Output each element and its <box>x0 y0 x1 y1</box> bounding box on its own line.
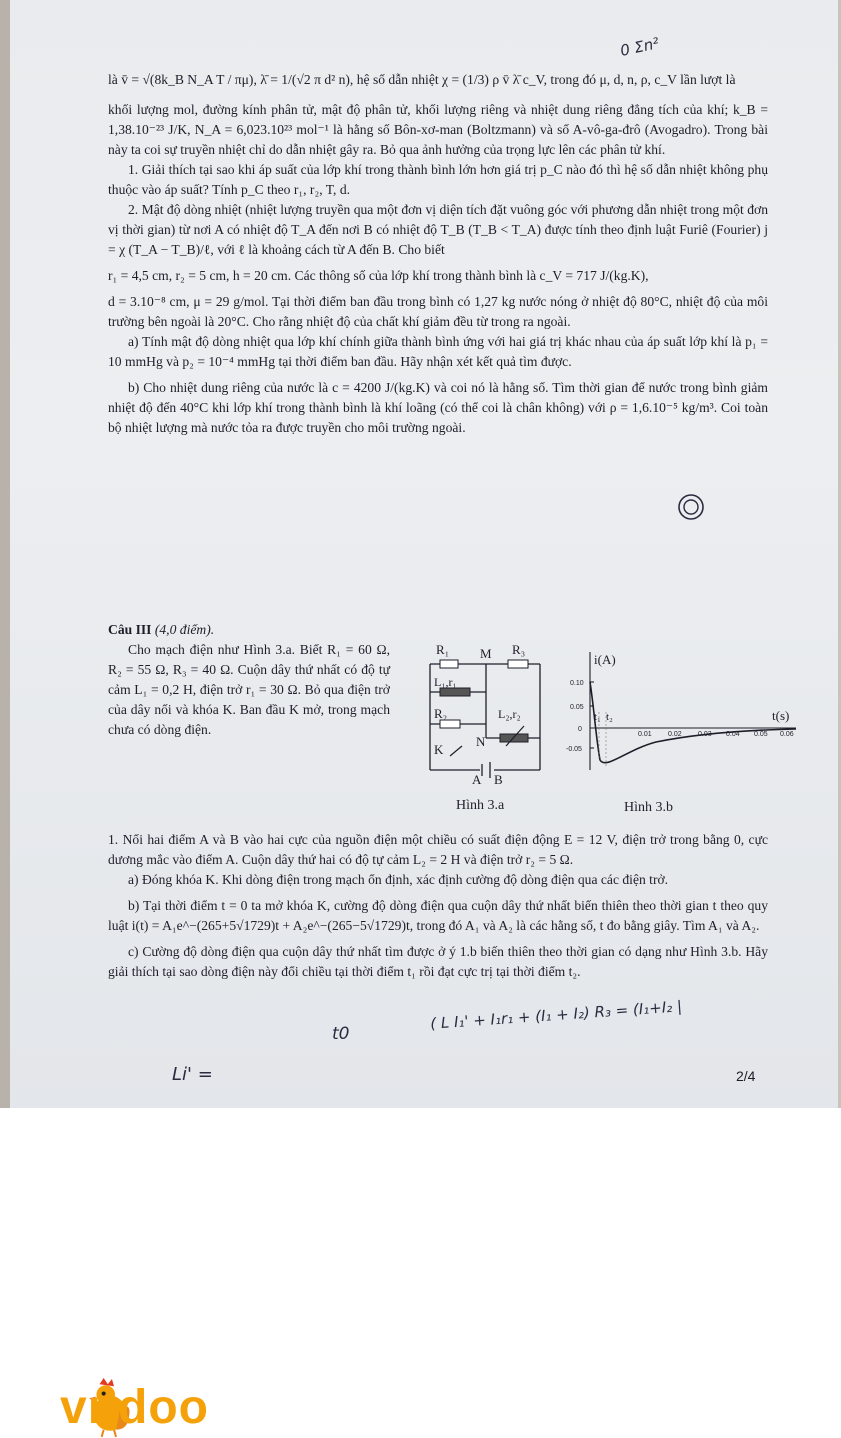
y-tick: -0.05 <box>566 746 582 753</box>
y-tick: 0 <box>578 726 582 733</box>
label-B: B <box>494 772 503 787</box>
section-q3-left <box>108 620 390 740</box>
handwritten-li: Li' = <box>172 1064 213 1085</box>
x-tick: 0.03 <box>698 731 712 738</box>
section-q2-text <box>108 70 768 438</box>
label-R3: R₃ <box>512 642 526 657</box>
photo-left-edge <box>0 0 10 1108</box>
question-3-title: Câu III <box>108 622 152 637</box>
plot-xlabel: t(s) <box>772 708 790 723</box>
plot-ylabel: i(A) <box>594 652 616 667</box>
question-item-1: 1. Giải thích tại sao khi áp suất của lớp khí trong thành bình lớn hơn giá trị p_C nào đó thì hệ số dẫn nhiệt không phụ thuộc vào áp suất? Tính p_C theo r₁, r₂, T, d. <box>108 162 768 197</box>
plot-t1-label: t₁ <box>594 711 601 723</box>
figure-3b-caption: Hình 3.b <box>624 800 673 815</box>
figure-3a-caption: Hình 3.a <box>456 798 505 813</box>
label-N: N <box>476 734 486 749</box>
label-K: K <box>434 742 444 757</box>
handwritten-note-top: 0 Σn² <box>618 34 661 60</box>
handwritten-formula: ( L I₁' + I₁r₁ + (I₁ + I₂) R₃ = (I₁+I₂ | <box>429 997 683 1033</box>
label-R1: R₁ <box>436 642 450 657</box>
label-R2: R₂ <box>434 706 448 721</box>
label-A: A <box>472 772 482 787</box>
hand-drawn-circle <box>676 492 706 522</box>
section-q3-items <box>108 830 768 982</box>
question-item-2: 2. Mật độ dòng nhiệt (nhiệt lượng truyền qua một đơn vị diện tích đặt vuông góc với phương dẫn nhiệt trong một đơn vị thời gian) từ nơi A có nhiệt độ T_A đến nơi B có nhiệt độ T_B (T_B < T_A) được tính theo định luật Furiê (Fourier) j = χ (T_A − T_B)/ℓ, với ℓ là khoảng cách từ A đến B. Cho biết <box>108 202 768 257</box>
label-L2r2: L₂,r₂ <box>498 707 521 721</box>
question-3-intro: Cho mạch điện như Hình 3.a. Biết R₁ = 60 Ω, R₂ = 55 Ω, R₃ = 40 Ω. Cuộn dây thứ nhất có độ tự cảm L₁ = 0,2 H, điện trở r₁ = 30 Ω. Bỏ qua điện trở của dây nối và khóa K. Ban đầu K mở, trong mạch chưa có dòng điện. <box>108 642 390 737</box>
x-tick: 0.06 <box>780 731 794 738</box>
label-L1r1: L₁,r₁ <box>434 675 457 689</box>
logo-wordmark: vndoo <box>60 1381 209 1434</box>
question-item-2-params: r₁ = 4,5 cm, r₂ = 5 cm, h = 20 cm. Các thông số của lớp khí trong thành bình là c_V = 717 J/(kg.K), <box>108 268 649 283</box>
intro-paragraph: khối lượng mol, đường kính phân tử, mật độ phân tử, khối lượng riêng và nhiệt dung riêng đẳng tích của khí; k_B = 1,38.10⁻²³ J/K, N_A = 6,023.10²³ mol⁻¹ là hằng số Bôn-xơ-man (Boltzmann) và số A-vô-ga-đrô (Avogadro). Trong bài này ta coi sự truyền nhiệt chỉ do dẫn nhiệt gây ra. Bỏ qua ảnh hưởng của trọng lực lên các phân tử khí. <box>108 102 768 157</box>
y-tick: 0.10 <box>570 680 584 687</box>
page-number: 2/4 <box>736 1068 756 1084</box>
question-item-2b: b) Cho nhiệt dung riêng của nước là c = 4200 J/(kg.K) và coi nó là hằng số. Tìm thời gian để nước trong bình giảm nhiệt độ đến 40°C khi lớp khí trong thành bình là khí loãng (có thể coi là chân không) với ρ = 1,6.10⁻⁵ kg/m³. Coi toàn bộ nhiệt lượng mà nước tỏa ra được truyền cho môi trường ngoài. <box>108 380 768 435</box>
question-3-points: (4,0 điểm). <box>154 622 215 637</box>
x-tick: 0.04 <box>726 731 740 738</box>
plot-t2-label: t₂ <box>606 711 613 723</box>
x-tick: 0.05 <box>754 731 768 738</box>
question-item-2a: a) Tính mật độ dòng nhiệt qua lớp khí chính giữa thành bình ứng với hai giá trị khác nhau của áp suất lớp khí là p₁ = 10 mmHg và p₂ = 10⁻⁴ mmHg tại thời điểm ban đầu. Hãy nhận xét kết quả tìm được. <box>108 334 768 369</box>
y-tick: 0.05 <box>570 704 584 711</box>
question-3-item-1a: a) Đóng khóa K. Khi dòng điện trong mạch ổn định, xác định cường độ dòng điện qua các điện trở. <box>128 872 669 887</box>
question-3-item-1: 1. Nối hai điểm A và B vào hai cực của nguồn điện một chiều có suất điện động E = 12 V, điện trở trong bằng 0, cực dương mắc vào điểm A. Cuộn dây thứ hai có độ tự cảm L₂ = 2 H và điện trở r₂ = 5 Ω. <box>108 832 768 867</box>
current-plot <box>566 648 798 778</box>
x-tick: 0.02 <box>668 731 682 738</box>
x-tick: 0.01 <box>638 731 652 738</box>
circuit-diagram <box>400 638 570 788</box>
question-item-2-conditions: d = 3.10⁻⁸ cm, μ = 29 g/mol. Tại thời điểm ban đầu trong bình có 1,27 kg nước nóng ở nhiệt độ 80°C, nhiệt độ của môi trường bên ngoài là 20°C. Cho rằng nhiệt độ của chất khí giảm đều từ trong ra ngoài. <box>108 294 768 329</box>
formula-line: là v̄ = √(8k_B N_A T / πμ), λ̄ = 1/(√2 π d² n), hệ số dẫn nhiệt χ = (1/3) ρ v̄ λ̄ c_V, trong đó μ, d, n, ρ, c_V lần lượt là <box>108 72 736 87</box>
handwritten-t0: t0 <box>332 1024 350 1044</box>
question-3-item-1b: b) Tại thời điểm t = 0 ta mở khóa K, cường độ dòng điện qua cuộn dây thứ nhất biến thiên theo thời gian t theo quy luật i(t) = A₁e^−(265+5√1729)t + A₂e^−(265−5√1729)t, trong đó A₁ và A₂ là các hằng số, t đo bằng giây. Tìm A₁ và A₂. <box>108 898 768 933</box>
question-3-item-1c: c) Cường độ dòng điện qua cuộn dây thứ nhất tìm được ở ý 1.b biến thiên theo thời gian có dạng như Hình 3.b. Hãy giải thích tại sao dòng điện này đổi chiều tại thời điểm t₁ rồi đạt cực trị tại thời điểm t₂. <box>108 944 768 979</box>
label-M: M <box>480 646 492 661</box>
